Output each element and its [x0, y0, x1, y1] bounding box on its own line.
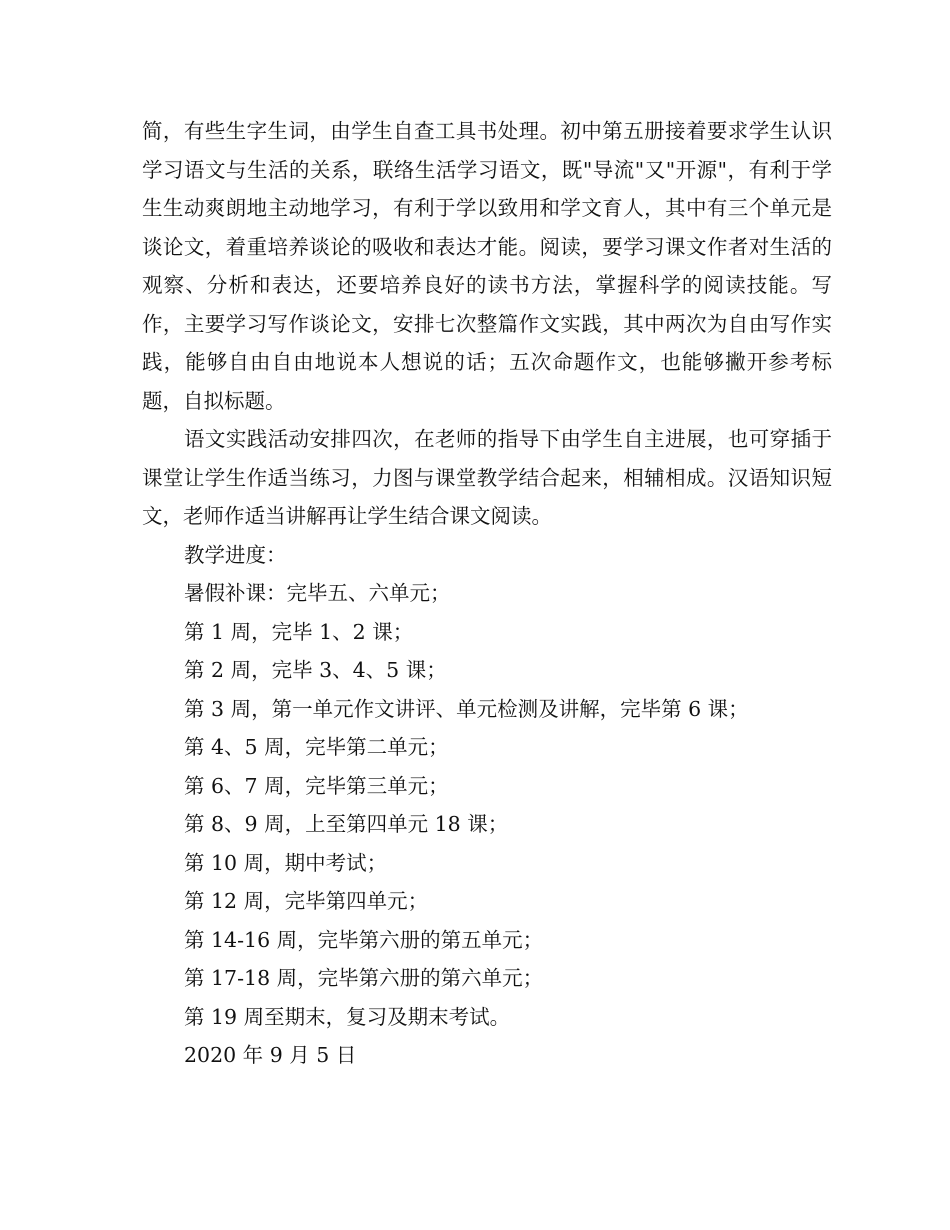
schedule-item: 第 17-18 周，完毕第六册的第六单元；: [184, 966, 544, 990]
schedule-section: [142, 536, 832, 1075]
schedule-item: 第 8、9 周，上至第四单元 18 课；: [184, 812, 509, 836]
schedule-item: 暑假补课：完毕五、六单元；: [184, 581, 451, 605]
schedule-item: 第 4、5 周，完毕第二单元；: [184, 735, 449, 759]
schedule-item: 第 2 周，完毕 3、4、5 课；: [184, 658, 447, 682]
body-paragraph-2: 语文实践活动安排四次，在老师的指导下由学生自主进展，也可穿插于课堂让学生作适当练习，力图与课堂教学结合起来，相辅相成。汉语知识短文，老师作适当讲解再让学生结合课文阅读。: [142, 427, 832, 528]
schedule-item: 第 1 周，完毕 1、2 课；: [184, 619, 414, 644]
schedule-item: 第 12 周，完毕第四单元；: [184, 889, 429, 913]
schedule-item: 第 14-16 周，完毕第六册的第五单元；: [184, 927, 544, 952]
document-date: 2020 年 9 月 5 日: [184, 1043, 357, 1067]
document-page: [142, 112, 832, 1075]
schedule-item: 第 6、7 周，完毕第三单元；: [184, 773, 449, 798]
schedule-item: 第 3 周，第一单元作文讲评、单元检测及讲解，完毕第 6 课；: [184, 696, 749, 721]
body-paragraph-1: 简，有些生字生词，由学生自查工具书处理。初中第五册接着要求学生认识学习语文与生活的关系，联络生活学习语文，既"导流"又"开源"，有利于学生生动爽朗地主动地学习，有利于学以致用和学文育人，其中有三个单元是谈论文，着重培养谈论的吸收和表达才能。阅读，要学习课文作者对生活的观察、分析和表达，还要培养良好的读书方法，掌握科学的阅读技能。写作，主要学习写作谈论文，安排七次整篇作文实践，其中两次为自由写作实践，能够自由自由地说本人想说的话；五次命题作文，也能够撇开参考标题，自拟标题。: [142, 119, 832, 413]
schedule-item: 第 10 周，期中考试；: [184, 850, 388, 875]
schedule-heading: 教学进度：: [184, 542, 287, 567]
schedule-item: 第 19 周至期末，复习及期末考试。: [184, 1004, 511, 1029]
